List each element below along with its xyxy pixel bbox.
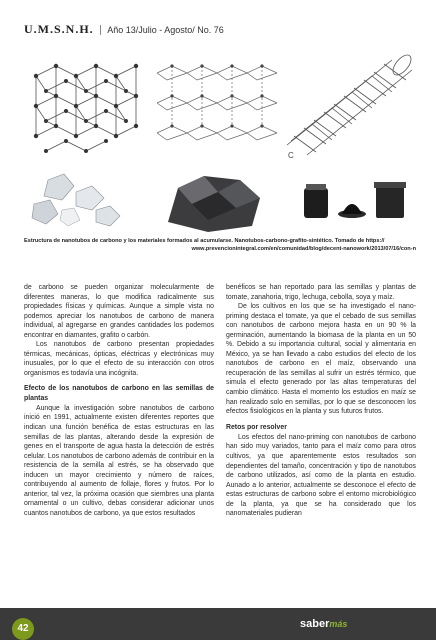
diamond-lattice-diagram xyxy=(26,46,146,161)
nanotube-diagram xyxy=(282,50,418,160)
paragraph: De los cultivos en los que se ha investigado el nano-priming destaca el tomate, ya que el cebado de sus semillas con nanotubos de carbono mejora hasta en un 90 % la germinación, aumentando la biomasa de la planta en un 50 %. Debido a su importancia cultural, social y alimentaria en México, ya se han llevado a cabo estudios del efecto de los nanotubos de carbono en el maíz, observando una recuperación de las semillas al sufrir un estrés térmico, que simula el efecto generado por las altas temperaturas del cambio climático. Hasta el momento los estudios en maíz se han realizado solo en semillas, por lo que se desconocen los efectos fisiológicos en la planta y sus futuros frutos. xyxy=(226,303,416,416)
logo-text: saber xyxy=(300,618,330,630)
figure-caption xyxy=(24,238,416,253)
coal-photo xyxy=(290,170,416,234)
diamonds-photo xyxy=(26,170,126,232)
section-heading: Retos por resolver xyxy=(226,423,287,431)
figure-label-c: C xyxy=(288,151,294,160)
caption-line-1: Estructura de nanotubos de carbono y los materiales formados al acumularse. Nanotubos-carbono-grafito-sintético. Tomado de https:// xyxy=(24,238,385,244)
issue-info: Año 13/Julio - Agosto/ No. 76 xyxy=(100,25,224,35)
logo-accent: más xyxy=(329,619,348,629)
journal-brand: U.M.S.N.H. xyxy=(24,22,94,36)
text-column-right xyxy=(226,283,416,519)
section-heading: Efecto de los nanotubos de carbono en las semillas de plantas xyxy=(24,385,214,402)
magazine-logo xyxy=(300,618,347,630)
paragraph: de carbono se pueden organizar molecularmente de diferentes maneras, lo que modifica radicalmente sus propiedades físicas y químicas. Aunque a simple vista no podemos apreciar los nanotubos de carbono de manera individual, al agregarse en grandes cantidades los podemos encontrar en diamantes, grafito o carbón. xyxy=(24,284,214,339)
graphite-layers-diagram xyxy=(152,58,282,153)
page-header xyxy=(24,22,224,37)
page-number: 42 xyxy=(12,618,34,640)
paragraph: benéficos se han reportado para las semillas y plantas de tomate, zanahoria, trigo, lechuga, cebolla, soya y maíz. xyxy=(226,284,416,301)
page-footer xyxy=(0,608,436,640)
paragraph: Los nanotubos de carbono presentan propiedades térmicas, mecánicas, ópticas, eléctricas y electrónicas muy inusuales, por lo que el efecto de su interacción con otros organismos es todavía una incógnita. xyxy=(24,341,214,377)
graphite-photo xyxy=(148,170,278,234)
caption-line-2: www.prevencionintegral.com/en/comunidad/blog/decent-nanowork/2013/07/16/con-n xyxy=(191,245,416,252)
paragraph: Aunque la investigación sobre nanotubos de carbono inició en 1991, actualmente existen diferentes reportes que indican una función benéfica de estas estructuras en las semillas de las plantas, alterando desde la expresión de genes en el transporte de agua hasta la detección de estrés celular. Los nanotubos de carbono además de contribuir en la resistencia de la semilla al estrés, se ha observado que inducen un mayor crecimiento y número de raíces, contribuyendo al aumento de follaje, flores y frutos. Por lo anterior, tal vez, la próxima ocasión que siembres una planta ornamental o un cultivo, debas considerar adicionar unos cuantos nanotubos de carbono, ya que estos resultados xyxy=(24,404,214,517)
text-column-left xyxy=(24,283,214,518)
paragraph: Los efectos del nano-priming con nanotubos de carbono han sido muy variados, tanto para el maíz como para otros cultivos, ya que aparentemente estos resultados son dependientes del tamaño, concentración y tipo de nanotubos de carbono utilizados, así como de la planta en estudio. Aunado a lo anterior, actualmente se desconoce el efecto de estas estructuras de carbono sobre el entorno microbiológico de la planta, ya que se ha considerado que los nanomateriales pudieran xyxy=(226,433,416,518)
